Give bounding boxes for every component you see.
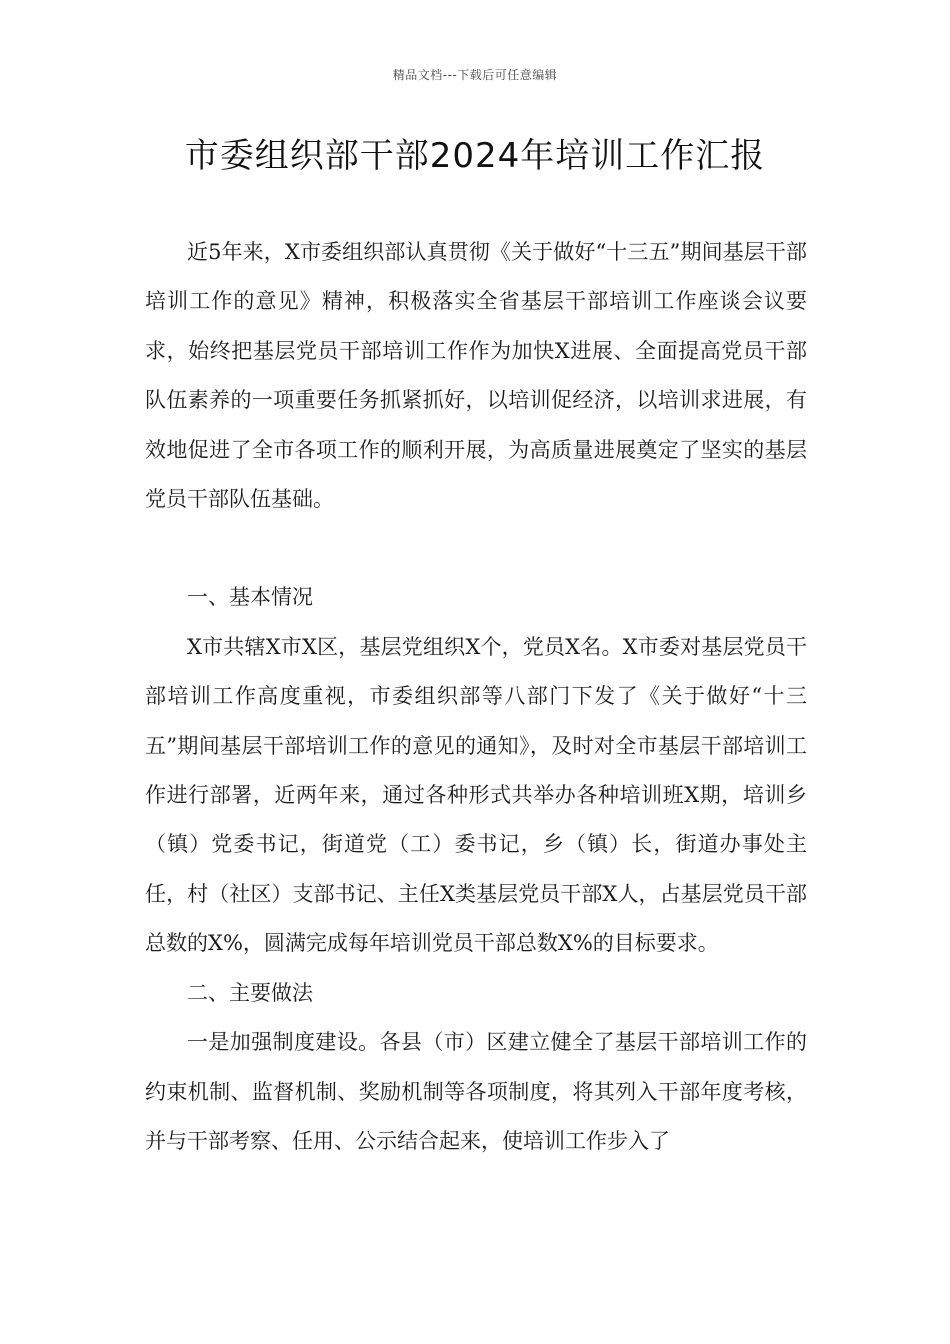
basic-situation-paragraph: X市共辖X市X区，基层党组织X个，党员X名。X市委对基层党员干部培训工作高度重视，市委组织部等八部门下发了《关于做好“十三五”期间基层干部培训工作的意见的通知》，及时对全市基层干部培训工作进行部署，近两年来，通过各种形式共举办各种培训班X期，培训乡（镇）党委书记，街道党（工）委书记，乡（镇）长，街道办事处主任，村（社区）支部书记、主任X类基层党员干部X人，占基层党员干部总数的X%，圆满完成每年培训党员干部总数X%的目标要求。 — [145, 634, 807, 956]
main-practices-paragraph: 一是加强制度建设。各县（市）区建立健全了基层干部培训工作的约束机制、监督机制、奖励机制等各项制度，将其列入干部年度考核，并与干部考察、任用、公示结合起来，使培训工作步入了 — [145, 1030, 807, 1153]
document-body — [145, 228, 807, 1166]
document-title: 市委组织部干部2024年培训工作汇报 — [184, 136, 766, 176]
header-note: 精品文档---下载后可任意编辑 — [392, 68, 558, 82]
intro-paragraph: 近5年来，X市委组织部认真贯彻《关于做好“十三五”期间基层干部培训工作的意见》精神，积极落实全省基层干部培训工作座谈会议要求，始终把基层党员干部培训工作作为加快X进展、全面提高党员干部队伍素养的一项重要任务抓紧抓好，以培训促经济，以培训求进展，有效地促进了全市各项工作的顺利开展，为高质量进展奠定了坚实的基层党员干部队伍基础。 — [145, 240, 807, 512]
section-heading-main-practices: 二、主要做法 — [187, 980, 313, 1005]
section-heading-basic-situation: 一、基本情况 — [187, 585, 313, 610]
